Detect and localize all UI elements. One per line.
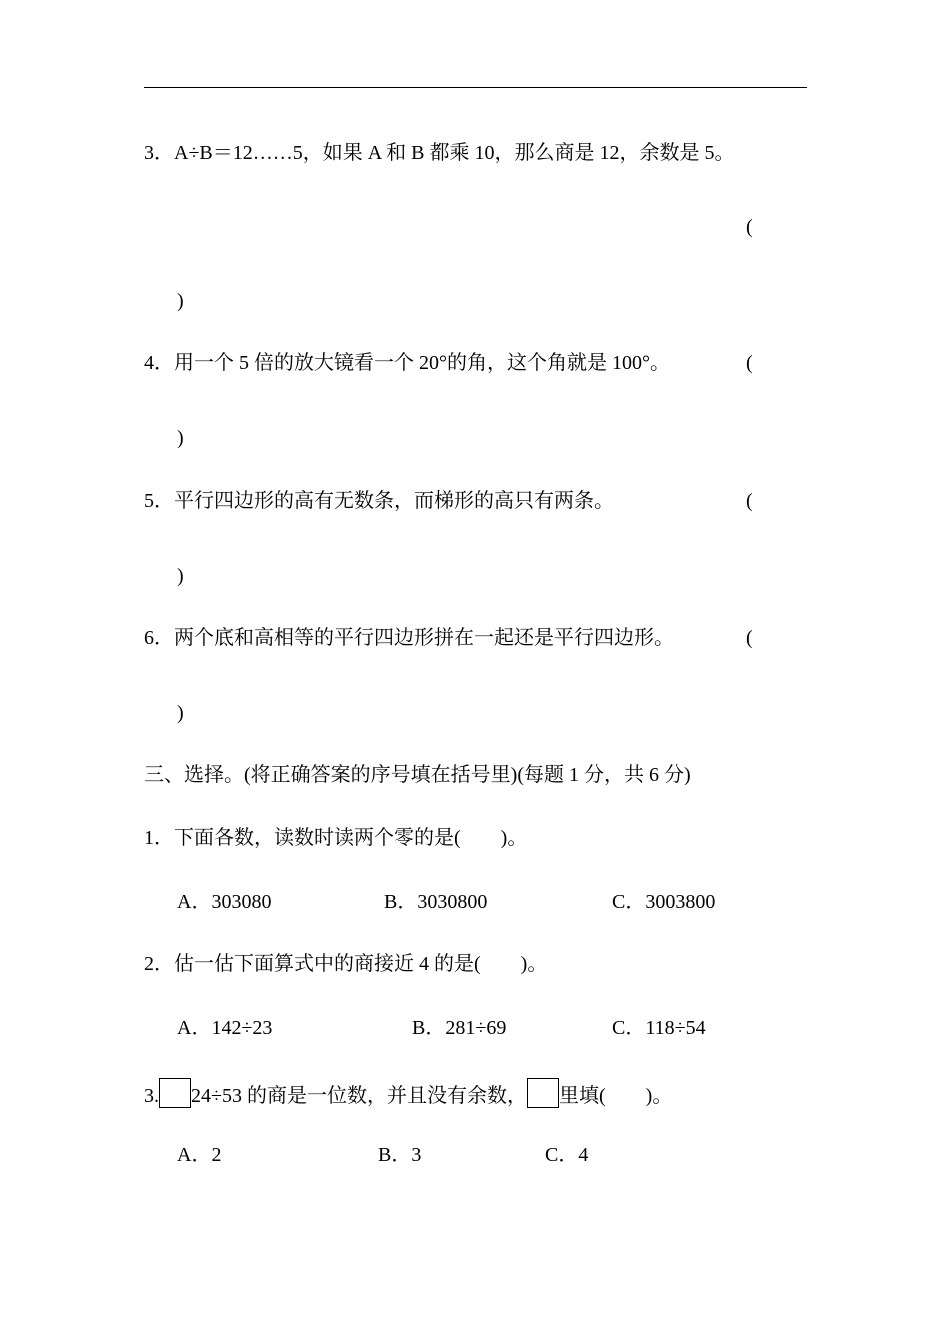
digit-box — [159, 1078, 191, 1108]
item-number: 3. — [144, 1085, 159, 1107]
option-a[interactable]: A．303080 — [177, 891, 272, 913]
item-text: 24÷53 的商是一位数，并且没有余数， — [191, 1085, 527, 1107]
item-number: 3． — [144, 142, 174, 164]
judge-item-5 — [144, 488, 614, 514]
item-text: 两个底和高相等的平行四边形拼在一起还是平行四边形。 — [174, 627, 674, 649]
item-number: 1． — [144, 827, 174, 849]
answer-paren-close: ) — [177, 290, 184, 312]
answer-paren-close: ) — [177, 427, 184, 449]
item-text-end: )。 — [520, 953, 548, 975]
answer-paren-close: ) — [177, 565, 184, 587]
item-text: 用一个 5 倍的放大镜看一个 20°的角，这个角就是 100°。 — [174, 352, 670, 374]
item-text: 下面各数，读数时读两个零的是( — [174, 827, 461, 849]
answer-paren-open: ( — [746, 627, 753, 649]
choice-item-3 — [144, 1078, 672, 1109]
option-b[interactable]: B．3 — [378, 1144, 422, 1166]
option-c[interactable]: C．3003800 — [612, 891, 716, 913]
item-text: 平行四边形的高有无数条，而梯形的高只有两条。 — [174, 490, 614, 512]
item-text-end: )。 — [645, 1085, 673, 1107]
item-number: 2． — [144, 953, 174, 975]
choice-item-1 — [144, 825, 527, 851]
item-text-end: )。 — [500, 827, 528, 849]
option-c[interactable]: C．118÷54 — [612, 1017, 706, 1039]
item-text-2: 里填( — [558, 1085, 606, 1107]
judge-item-3 — [144, 140, 734, 166]
section-title: 三、选择。(将正确答案的序号填在括号里)(每题 1 分，共 6 分) — [144, 764, 691, 786]
option-a[interactable]: A．2 — [177, 1144, 222, 1166]
item-text: A÷B＝12……5，如果 A 和 B 都乘 10，那么商是 12，余数是 5。 — [174, 142, 735, 164]
item-text: 估一估下面算式中的商接近 4 的是( — [174, 953, 481, 975]
option-b[interactable]: B．281÷69 — [412, 1017, 507, 1039]
item-number: 5． — [144, 490, 174, 512]
option-b[interactable]: B．3030800 — [384, 891, 488, 913]
option-a[interactable]: A．142÷23 — [177, 1017, 273, 1039]
judge-item-4 — [144, 350, 670, 376]
item-number: 4． — [144, 352, 174, 374]
header-rule — [144, 87, 807, 88]
answer-paren-open: ( — [746, 352, 753, 374]
answer-paren-open: ( — [746, 216, 753, 238]
judge-item-6 — [144, 625, 674, 651]
digit-box — [527, 1078, 559, 1108]
option-c[interactable]: C．4 — [545, 1144, 589, 1166]
choice-item-2 — [144, 951, 547, 977]
item-number: 6． — [144, 627, 174, 649]
answer-paren-open: ( — [746, 490, 753, 512]
answer-paren-close: ) — [177, 702, 184, 724]
